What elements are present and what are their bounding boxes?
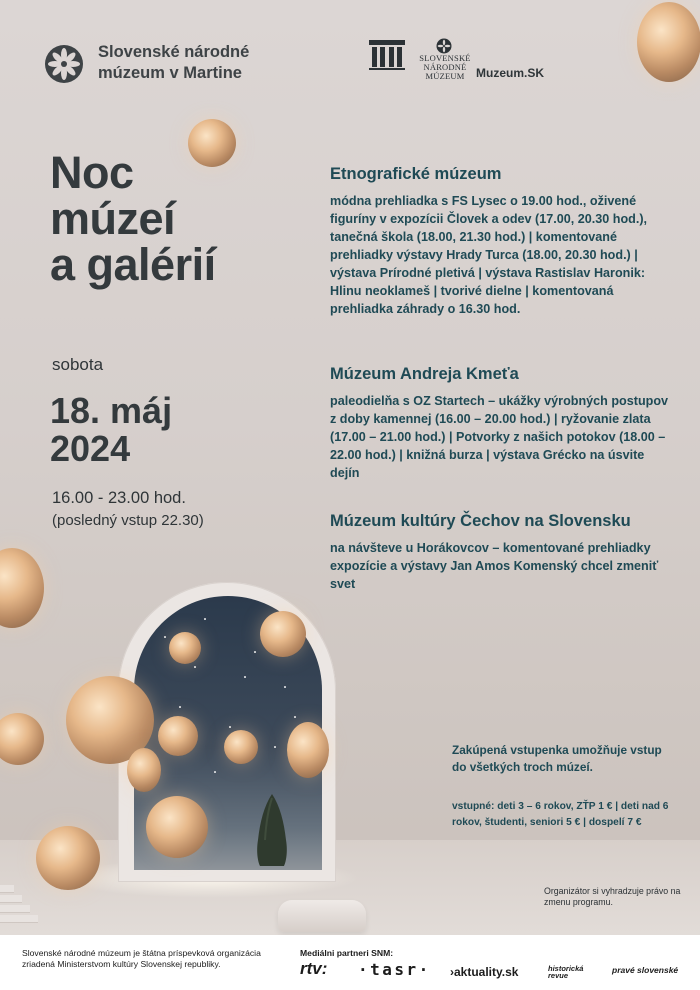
event-hours: 16.00 - 23.00 hod. <box>52 489 186 507</box>
museum-sk-link[interactable]: Muzeum.SK <box>476 66 545 80</box>
partner-tasr-logo[interactable]: ·tasr· <box>358 960 431 979</box>
section-cechov <box>330 510 675 593</box>
partner-rtv-logo[interactable]: rtv: <box>300 959 328 978</box>
date-line2: 2024 <box>50 428 131 469</box>
partner-aktuality-logo[interactable]: ›aktuality.sk <box>450 965 519 979</box>
last-entry: (posledný vstup 22.30) <box>52 512 204 529</box>
snm-logo-line3: MÚZEUM <box>425 71 465 81</box>
ticket-note: Zakúpená vstupenka umožňuje vstup do všetkých troch múzeí. <box>452 743 662 774</box>
moon <box>0 548 44 628</box>
footer <box>0 935 700 990</box>
footer-note: Slovenské národné múzeum je štátna príspevková organizácia zriadená Ministerstvom kultúry Slovenskej republiky. <box>22 948 261 969</box>
ticket-prices: vstupné: deti 3 – 6 rokov, ZŤP 1 € | deti nad 6 rokov, študenti, seniori 5 € | dospelí 7 € <box>452 801 669 828</box>
title-line2: múzeí <box>50 193 176 244</box>
snm-logo-line2: NÁRODNÉ <box>423 62 467 72</box>
section-etnograficke <box>330 163 675 318</box>
museum-name-line2: múzeum v Martine <box>98 64 242 82</box>
snm-martin-logo-icon <box>44 44 84 84</box>
section-text: paleodielňa s OZ Startech – ukážky výrobných postupov z doby kamennej (16.00 – 20.00 hod.) | ryžovanie zlata (17.00 – 21.00 hod.) | Potvorky z našich potokov (18.00 – 22.00 hod.) | knižná burza | výstava Grécko na úsvite dejín <box>330 394 669 480</box>
moon <box>224 730 258 764</box>
partner-historicka-revue-logo[interactable]: historická revue <box>548 964 584 980</box>
section-title: Múzeum kultúry Čechov na Slovensku <box>330 512 631 530</box>
section-title: Etnografické múzeum <box>330 165 502 183</box>
partner-prave-slovenske-logo[interactable]: pravé slovenské <box>612 965 679 975</box>
moon <box>127 748 161 792</box>
event-day: sobota <box>52 355 104 374</box>
section-text: módna prehliadka s FS Lysec o 19.00 hod., oživené figuríny v expozícii Človek a odev (17.00, 20.30 hod.), tanečná škola (18.00, 21.30 hod.) | komentované prehliadky výstavy Hrady Turca (18.00, 20.30 hod.) | výstava Prírodné pletivá | výstava Rastislav Haronik: Hlinu neoklameš | tvorivé dielne | komentovaná prehliadka záhrady o 16.30 hod. <box>330 194 648 316</box>
snm-logo-line1: SLOVENSKÉ <box>419 53 471 63</box>
ministry-pillars-icon <box>368 38 406 80</box>
date-line1: 18. máj <box>50 390 173 431</box>
organizer-note: Organizátor si vyhradzuje právo na zmenu programu. <box>544 886 681 907</box>
museum-name-line1: Slovenské národné <box>98 43 250 61</box>
title-line3: a galérií <box>50 239 216 290</box>
museum-name <box>98 42 249 84</box>
section-title: Múzeum Andreja Kmeťa <box>330 365 519 383</box>
bench <box>278 900 366 932</box>
moon <box>0 713 44 765</box>
section-text: na návšteve u Horákovcov – komentované prehliadky expozície a výstavy Jan Amos Komenský chcel zmeniť svet <box>330 541 659 591</box>
event-date <box>50 392 172 468</box>
snm-star-icon <box>436 38 452 54</box>
section-kmeta <box>330 363 675 482</box>
moon <box>158 716 198 756</box>
moon <box>169 632 201 664</box>
moon <box>36 826 100 890</box>
event-title <box>50 147 216 290</box>
moon <box>260 611 306 657</box>
partners-label: Mediálni partneri SNM: <box>300 948 394 958</box>
moon <box>146 796 208 858</box>
cypress-tree <box>250 792 294 868</box>
moon <box>287 722 329 778</box>
snm-logo-text <box>416 54 474 81</box>
moon <box>637 2 700 82</box>
title-line1: Noc <box>50 147 134 198</box>
stairs <box>0 885 40 935</box>
